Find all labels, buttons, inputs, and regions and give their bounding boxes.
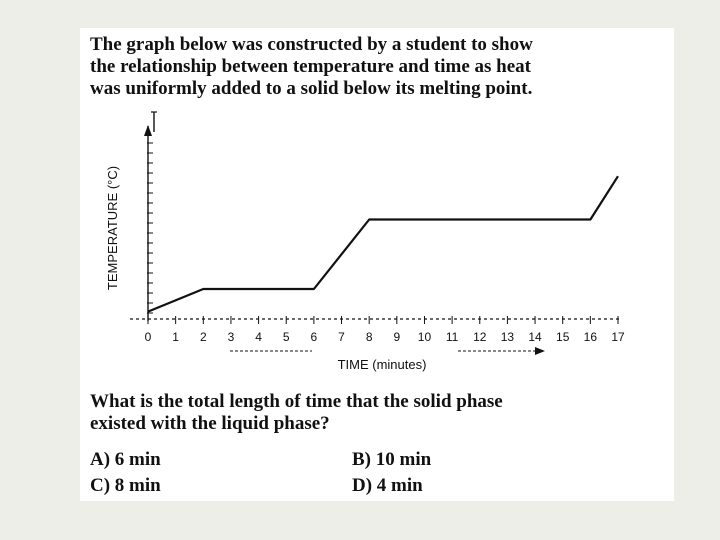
x-tick-label: 0 bbox=[144, 330, 152, 344]
x-tick-label: 5 bbox=[282, 330, 290, 344]
question-card bbox=[80, 28, 674, 501]
question-line-2: existed with the liquid phase? bbox=[90, 413, 330, 434]
answer-option-a[interactable]: A) 6 min bbox=[90, 449, 161, 470]
x-tick-label: 2 bbox=[199, 330, 207, 344]
x-tick-label: 8 bbox=[365, 330, 373, 344]
x-tick-label: 13 bbox=[500, 330, 515, 344]
x-tick-label: 3 bbox=[227, 330, 235, 344]
x-tick-label: 4 bbox=[255, 330, 262, 344]
x-tick-label: 6 bbox=[310, 330, 318, 344]
y-axis-arrow bbox=[144, 125, 152, 136]
prompt-line-1: The graph below was constructed by a student to show bbox=[90, 34, 533, 55]
x-tick-labels bbox=[145, 330, 625, 344]
prompt-line-3: was uniformly added to a solid below its melting point. bbox=[90, 78, 533, 99]
x-title-arrow-head bbox=[535, 347, 545, 355]
x-tick-label: 15 bbox=[556, 330, 570, 344]
x-tick-label: 9 bbox=[393, 330, 401, 344]
y-axis-title: TEMPERATURE (°C) bbox=[105, 165, 120, 291]
x-axis-title: TIME (minutes) bbox=[337, 357, 427, 372]
answer-option-c[interactable]: C) 8 min bbox=[90, 475, 161, 496]
prompt-line-2: the relationship between temperature and time as heat bbox=[90, 56, 531, 77]
answer-option-b[interactable]: B) 10 min bbox=[352, 449, 432, 470]
answer-option-d[interactable]: D) 4 min bbox=[352, 475, 423, 496]
series-group bbox=[148, 176, 618, 311]
x-tick-label: 17 bbox=[611, 330, 625, 344]
x-tick-label: 1 bbox=[172, 330, 179, 344]
series-line bbox=[148, 176, 618, 311]
x-tick-label: 7 bbox=[338, 330, 345, 344]
x-tick-label: 16 bbox=[583, 330, 598, 344]
x-tick-label: 11 bbox=[445, 330, 459, 344]
x-axis-ticks bbox=[148, 316, 618, 324]
x-tick-label: 14 bbox=[528, 330, 542, 344]
x-tick-label: 12 bbox=[473, 330, 487, 344]
question-line-1: What is the total length of time that the solid phase bbox=[90, 391, 503, 412]
x-tick-label: 10 bbox=[417, 330, 432, 344]
